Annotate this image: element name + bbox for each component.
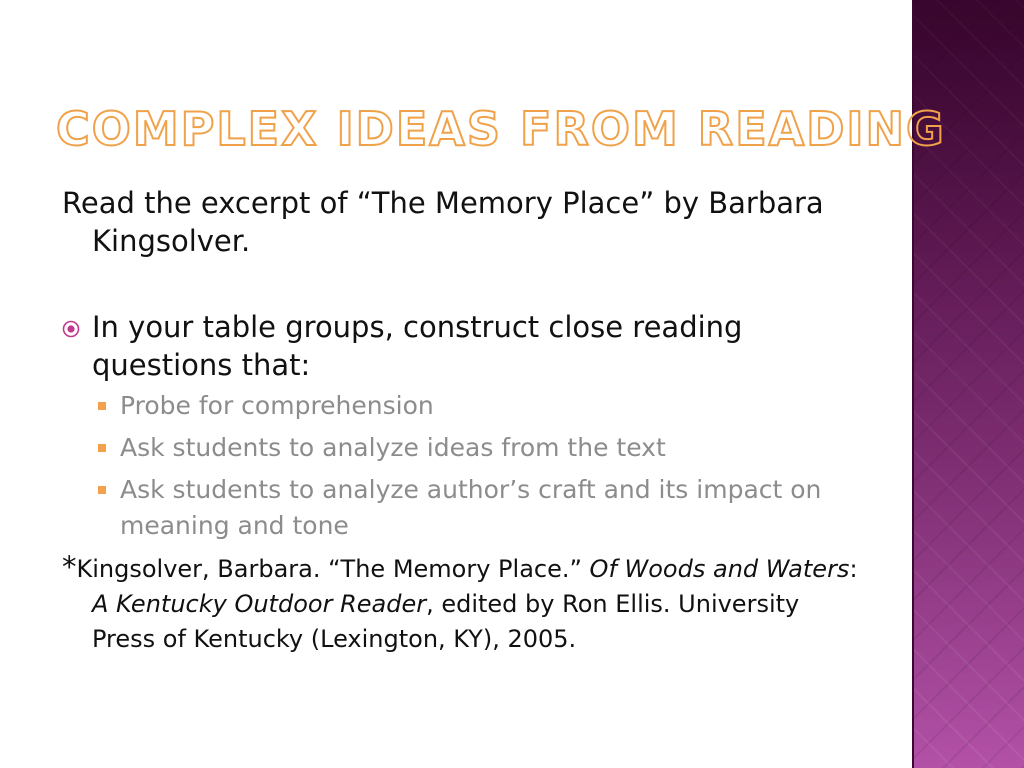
citation (62, 550, 862, 657)
citation-text-end: , edited by Ron Ellis. University Press of Kentucky (Lexington, KY), 2005. (92, 590, 800, 653)
sub-bullet-text: Ask students to analyze ideas from the text (120, 433, 666, 462)
square-bullet-icon (98, 444, 106, 452)
citation-colon: : (849, 555, 858, 583)
citation-book-title: Of Woods and Waters (589, 555, 850, 583)
main-bullet (62, 308, 862, 384)
sub-bullet-text: Ask students to analyze author’s craft and its impact on meaning and tone (120, 475, 822, 540)
citation-text-start: Kingsolver, Barbara. “The Memory Place.” (76, 555, 590, 583)
sub-bullet-list (62, 388, 862, 544)
intro-text: Read the excerpt of “The Memory Place” by Barbara Kingsolver. (62, 186, 824, 258)
slide-body (62, 184, 862, 657)
main-bullet-text: In your table groups, construct close reading questions that: (92, 310, 743, 382)
square-bullet-icon (98, 402, 106, 410)
square-bullet-icon (98, 486, 106, 494)
slide-title: COMPLEX IDEAS FROM READING (56, 102, 946, 156)
sub-bullet-item (120, 430, 862, 466)
citation-asterisk: * (62, 550, 77, 584)
sub-bullet-item (120, 388, 862, 424)
sub-bullet-item (120, 472, 862, 544)
target-icon (62, 320, 80, 338)
citation-book-subtitle: A Kentucky Outdoor Reader (92, 590, 427, 618)
sub-bullet-text: Probe for comprehension (120, 391, 434, 420)
